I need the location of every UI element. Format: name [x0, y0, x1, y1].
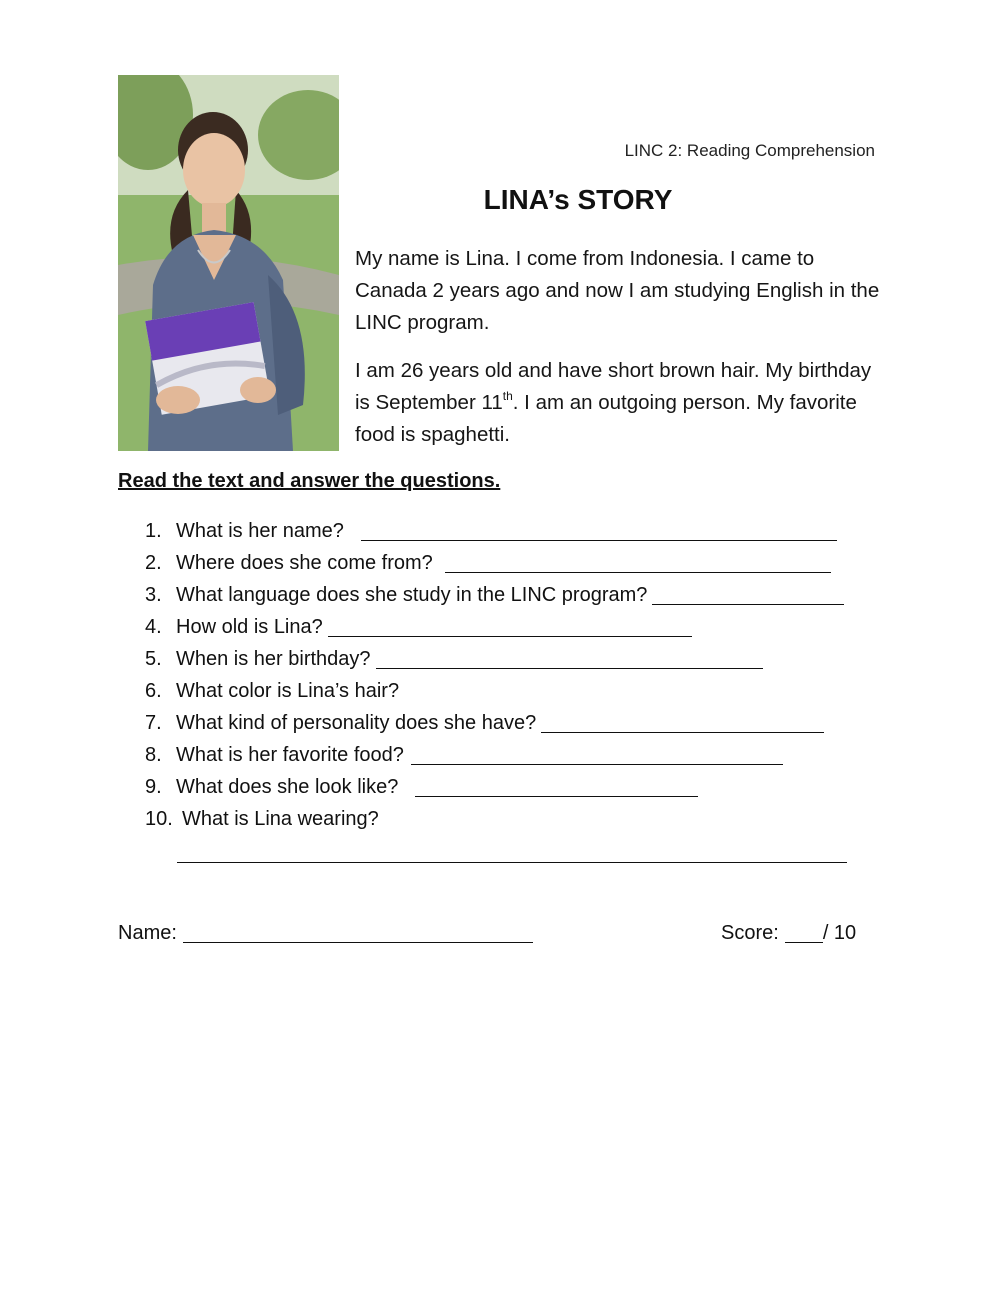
- answer-line[interactable]: [652, 584, 844, 605]
- question-text: What is Lina wearing?: [182, 808, 379, 830]
- answer-line[interactable]: [361, 520, 837, 541]
- story-paragraph-2-part-b: . I am an outgoing person. My favorite food is spaghetti.: [355, 391, 857, 446]
- question-text: How old is Lina?: [176, 616, 323, 638]
- question-number: 3.: [145, 584, 162, 606]
- question-item: [145, 548, 831, 578]
- question-number: 9.: [145, 776, 162, 798]
- question-item: [145, 804, 379, 834]
- name-field: [118, 918, 533, 948]
- question-item: [145, 740, 783, 770]
- answer-line[interactable]: [445, 552, 831, 573]
- question-number: 6.: [145, 680, 162, 702]
- course-label: LINC 2: Reading Comprehension: [624, 141, 875, 160]
- score-field: [721, 918, 856, 948]
- name-label: Name:: [118, 922, 177, 944]
- story-paragraph-2: [355, 355, 885, 451]
- answer-line[interactable]: [541, 712, 824, 733]
- question-text: What color is Lina’s hair?: [176, 680, 400, 702]
- answer-line[interactable]: [411, 744, 783, 765]
- question-item: [145, 676, 399, 706]
- question-number: 5.: [145, 648, 162, 670]
- question-item: [145, 516, 837, 546]
- question-number: 4.: [145, 616, 162, 638]
- question-item: [145, 708, 824, 738]
- question-text: What is her name?: [176, 520, 344, 542]
- story-paragraph-2-part-a: I am 26 years old and have short brown hair. My birthday is September 11: [355, 359, 872, 414]
- question-text: What kind of personality does she have?: [176, 712, 537, 734]
- question-item: [145, 580, 844, 610]
- photo-illustration: [118, 75, 339, 451]
- student-photo: [118, 75, 339, 451]
- story-paragraph-1: [355, 243, 885, 339]
- answer-line[interactable]: [415, 776, 698, 797]
- question-text: What language does she study in the LINC program?: [176, 584, 648, 606]
- question-item: [145, 644, 763, 674]
- story-paragraph-1-text: My name is Lina. I come from Indonesia. I came to Canada 2 years ago and now I am studying English in the LINC program.: [355, 247, 880, 334]
- answer-line[interactable]: [376, 648, 763, 669]
- question-text: What is her favorite food?: [176, 744, 404, 766]
- question-text: Where does she come from?: [176, 552, 433, 574]
- score-label: Score:: [721, 922, 779, 944]
- question-item: [145, 772, 698, 802]
- story-paragraph-2-text: [355, 355, 885, 451]
- answer-line-question-10[interactable]: [177, 862, 847, 863]
- question-number: 2.: [145, 552, 162, 574]
- question-number: 10.: [145, 808, 173, 830]
- question-number: 8.: [145, 744, 162, 766]
- question-item: [145, 612, 692, 642]
- answer-line[interactable]: [328, 616, 692, 637]
- question-number: 7.: [145, 712, 162, 734]
- question-text: When is her birthday?: [176, 648, 371, 670]
- instructions-heading: Read the text and answer the questions.: [118, 470, 501, 492]
- question-number: 1.: [145, 520, 162, 542]
- ordinal-suffix: th: [502, 389, 513, 403]
- score-line[interactable]: [785, 922, 823, 943]
- score-total: / 10: [822, 922, 857, 944]
- name-line[interactable]: [183, 922, 533, 943]
- story-title: LINA’s STORY: [483, 184, 673, 215]
- question-text: What does she look like?: [176, 776, 399, 798]
